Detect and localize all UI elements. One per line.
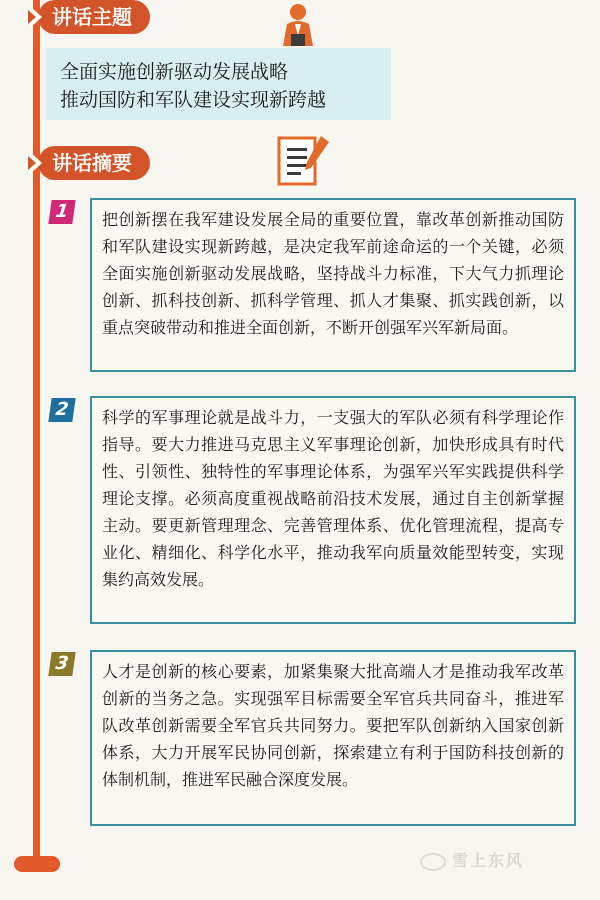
document-pen-icon xyxy=(277,134,331,190)
item-number: 1 xyxy=(54,201,70,222)
item-number: 3 xyxy=(54,653,70,674)
timeline-base xyxy=(14,856,60,872)
summary-text: 人才是创新的核心要素，加紧集聚大批高端人才是推动我军改革创新的当务之急。实现强军目标需要全军官兵共同奋斗，推进军队改革创新需要全军官兵共同努力。要把军队创新纳入国家创新体系，大力开展军民协同创新，探索建立有利于国防科技创新的体制机制，推进军民融合深度发展。 xyxy=(102,662,564,789)
item-number-badge xyxy=(48,652,75,676)
speech-title-box xyxy=(46,48,391,120)
watermark-text: 雪上东风 xyxy=(452,851,525,870)
title-line-1: 全面实施创新驱动发展战略 xyxy=(60,61,289,83)
section-label-text: 讲话摘要 xyxy=(52,151,132,175)
item-number-badge xyxy=(48,398,75,422)
section-label-summary xyxy=(38,146,150,180)
summary-card-3 xyxy=(90,650,576,826)
item-number-badge xyxy=(48,200,75,224)
title-line-2: 推动国防和军队建设实现新跨越 xyxy=(60,89,327,111)
section-label-topic xyxy=(38,0,150,34)
summary-card-2 xyxy=(90,396,576,624)
summary-text: 科学的军事理论就是战斗力，一支强大的军队必须有科学理论作指导。要大力推进马克思主义军事理论创新，加快形成具有时代性、引领性、独特性的军事理论体系，为强军兴军实践提供科学理论支撑。必须高度重视战略前沿技术发展，通过自主创新掌握主动。要更新管理理念、完善管理体系、优化管理流程，提高专业化、精细化、科学化水平，推动我军向质量效能型转变，实现集约高效发展。 xyxy=(102,408,564,589)
chevron-inner-icon xyxy=(28,10,36,24)
speaker-icon xyxy=(275,2,321,52)
timeline-line xyxy=(33,0,40,862)
section-label-text: 讲话主题 xyxy=(52,5,132,29)
summary-card-1 xyxy=(90,198,576,372)
chevron-inner-icon xyxy=(28,156,36,170)
item-number: 2 xyxy=(54,399,70,420)
watermark-logo-icon xyxy=(420,853,446,871)
watermark xyxy=(420,848,524,871)
summary-text: 把创新摆在我军建设发展全局的重要位置，靠改革创新推动国防和军队建设实现新跨越，是决定我军前途命运的一个关键，必须全面实施创新驱动发展战略，坚持战斗力标准，下大气力抓理论创新、抓科技创新、抓科学管理、抓人才集聚、抓实践创新，以重点突破带动和推进全面创新，不断开创强军兴军新局面。 xyxy=(102,210,564,337)
